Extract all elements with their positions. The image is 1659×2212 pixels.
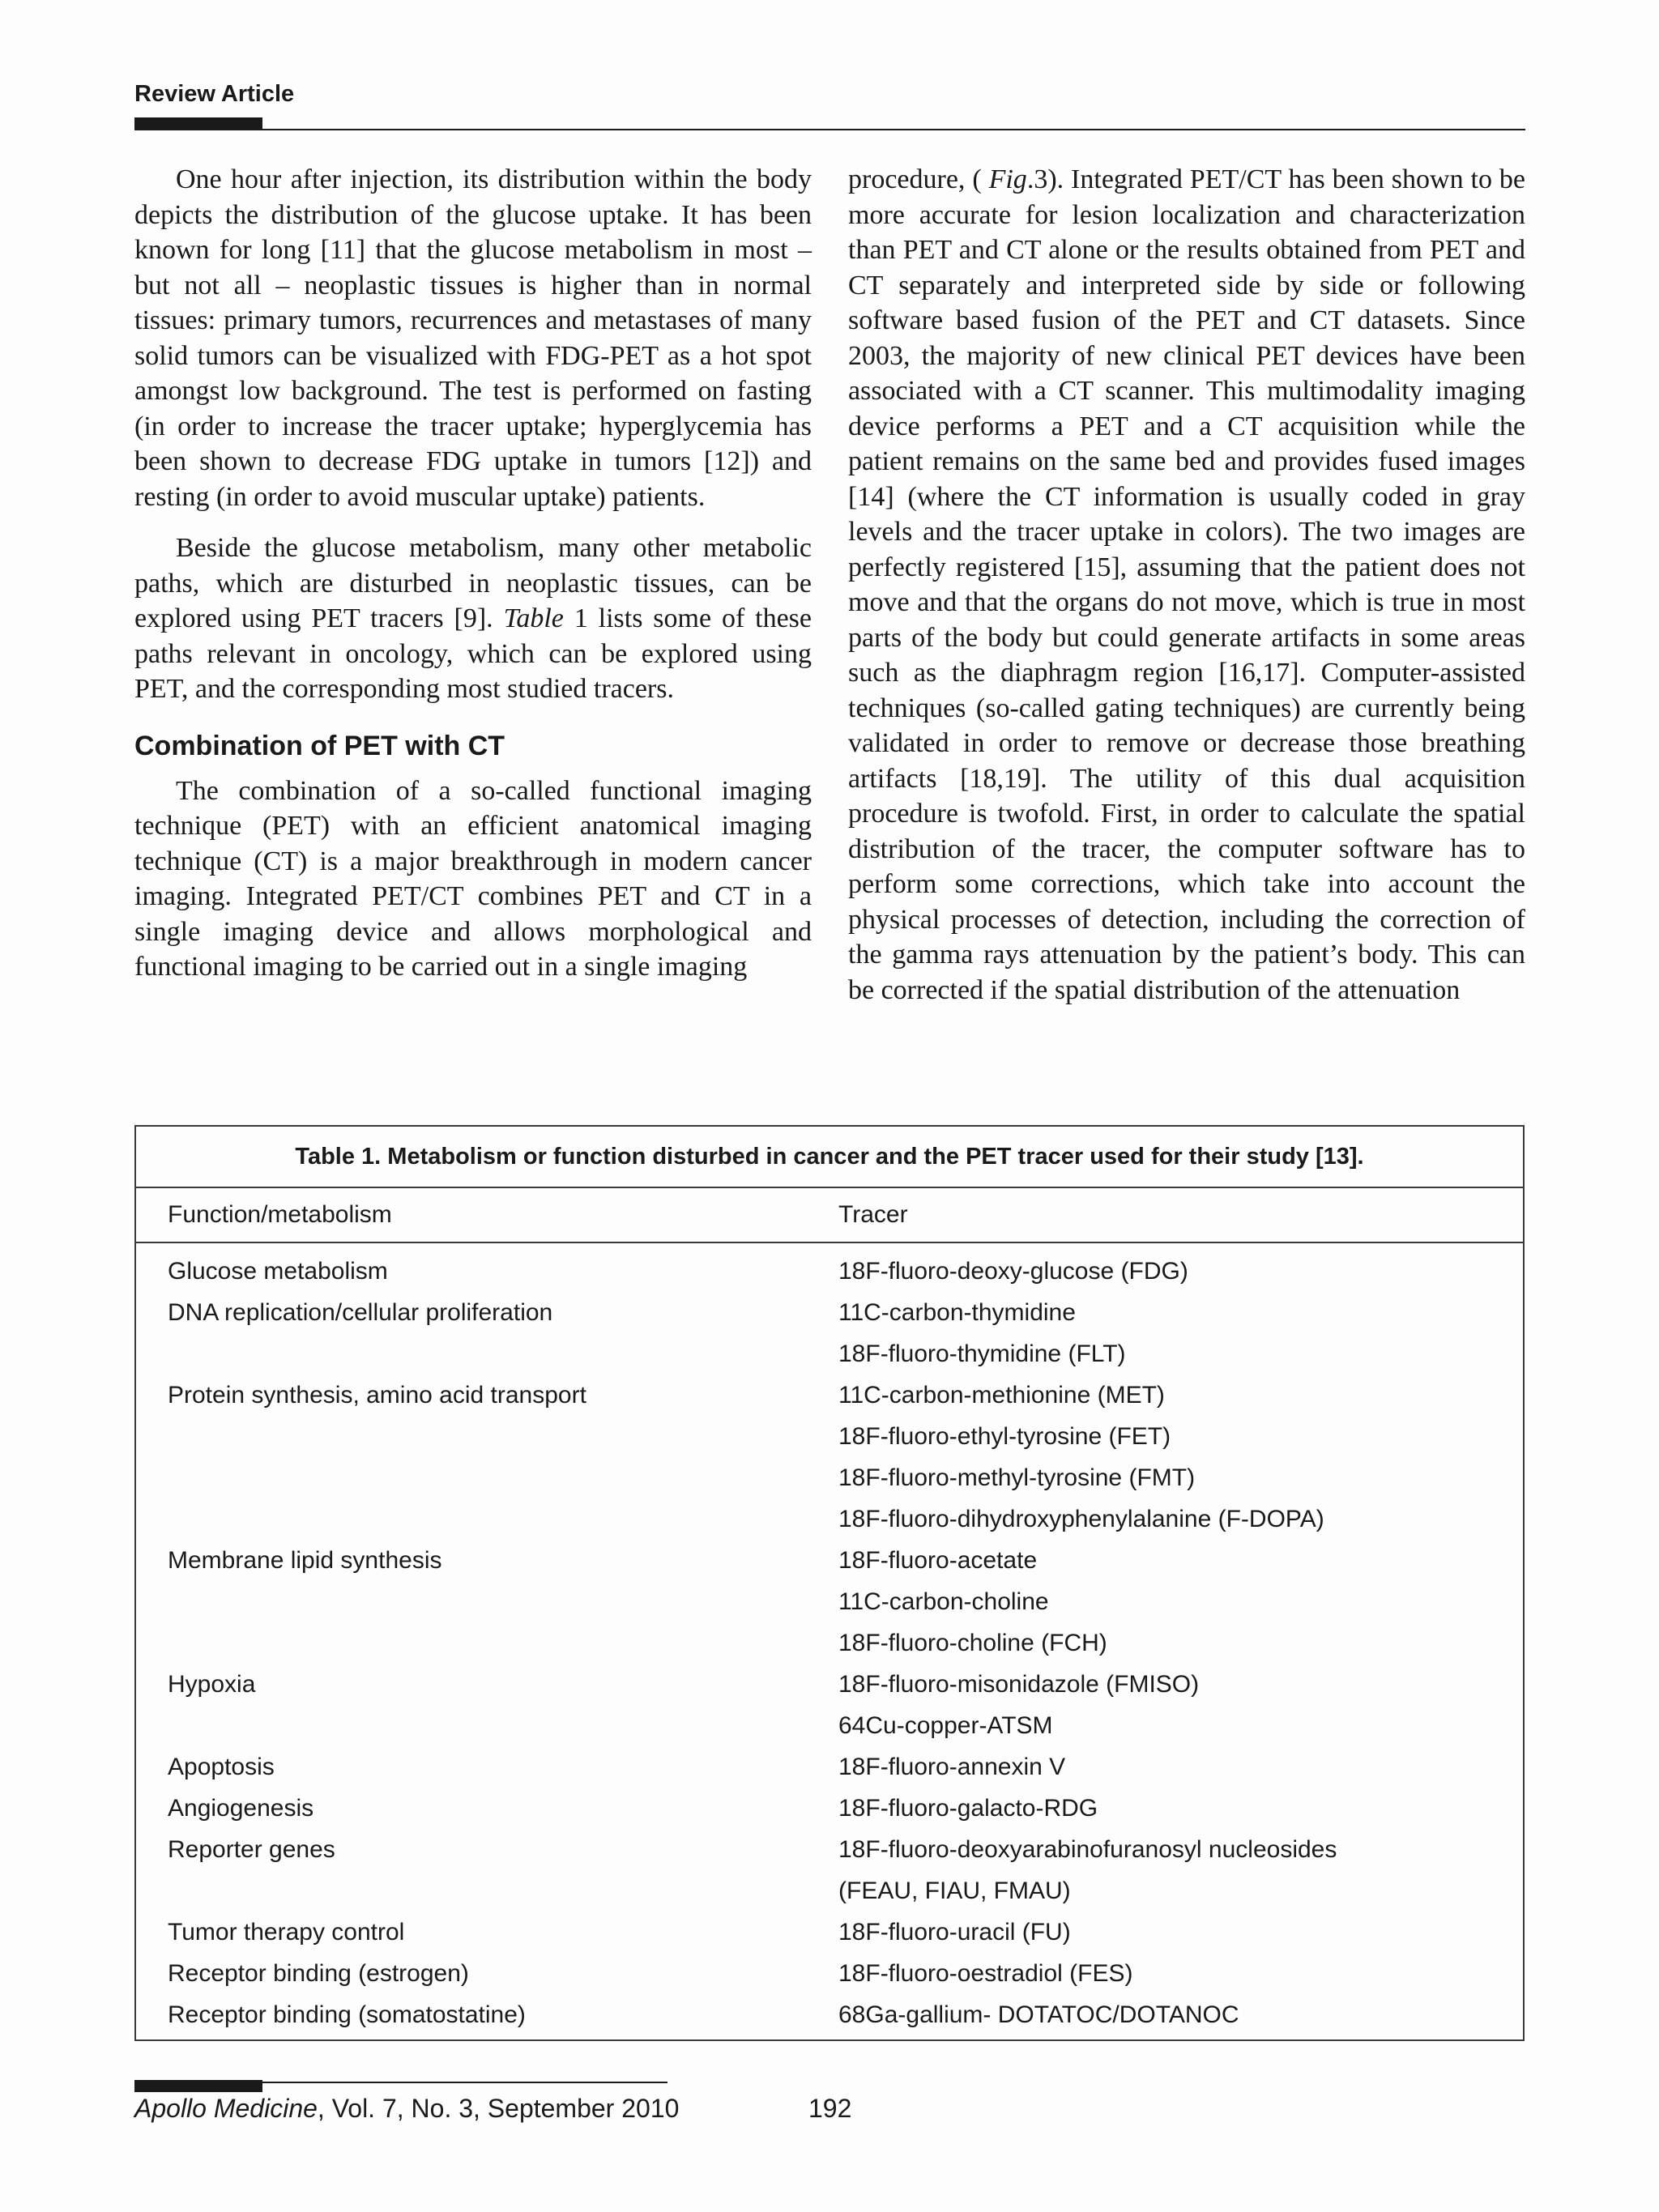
table-row <box>136 1622 1523 1664</box>
journal-name: Apollo Medicine <box>134 2094 318 2123</box>
left-paragraph-1: One hour after injection, its distribution within the body depicts the distribution of the glucose uptake. It has been known for long [11] that the glucose metabolism in most – but not all – neoplastic tissues is higher than in normal tissues: primary tumors, recurrences and metastases of many solid tumors can be visualized with FDG-PET as a hot spot amongst low background. The test is performed on fasting (in order to increase the tracer uptake; hyperglycemia has been shown to decrease FDG uptake in tumors [12]) and resting (in order to avoid muscular uptake) patients. <box>134 164 812 512</box>
table-row <box>136 1581 1523 1622</box>
table-caption: Table 1. Metabolism or function disturbed in cancer and the PET tracer used for their study [13]. <box>136 1127 1523 1188</box>
table-row <box>136 1540 1523 1581</box>
cell-function: Protein synthesis, amino acid transport <box>168 1382 586 1409</box>
cell-function: Receptor binding (somatostatine) <box>168 2001 526 2028</box>
cell-function: Angiogenesis <box>168 1795 314 1822</box>
cell-tracer: 18F-fluoro-choline (FCH) <box>838 1630 1107 1656</box>
cell-function: Tumor therapy control <box>168 1919 405 1946</box>
page-number: 192 <box>808 2094 852 2123</box>
table-row <box>136 1788 1523 1829</box>
column-header-tracer: Tracer <box>838 1201 908 1228</box>
table-row <box>136 1746 1523 1788</box>
cell-tracer: 11C-carbon-choline <box>838 1588 1049 1615</box>
journal-volume: , Vol. 7, No. 3, September 2010 <box>317 2094 680 2123</box>
table-row <box>136 1416 1523 1457</box>
right-column <box>848 162 1525 1008</box>
cell-function: DNA replication/cellular proliferation <box>168 1299 553 1326</box>
cell-tracer: 18F-fluoro-thymidine (FLT) <box>838 1340 1126 1367</box>
table-row <box>136 1498 1523 1540</box>
cell-tracer: 18F-fluoro-annexin V <box>838 1754 1066 1780</box>
cell-tracer: 18F-fluoro-dihydroxyphenylalanine (F-DOPA) <box>838 1506 1324 1532</box>
table-row <box>136 1870 1523 1912</box>
table-row <box>136 1953 1523 1994</box>
table-body <box>136 1243 1523 2035</box>
cell-function: Hypoxia <box>168 1671 256 1698</box>
cell-tracer: 18F-fluoro-ethyl-tyrosine (FET) <box>838 1423 1171 1450</box>
footer-citation <box>134 2094 679 2124</box>
section-label: Review Article <box>134 81 295 107</box>
column-header-function: Function/metabolism <box>168 1201 392 1228</box>
header-rule <box>134 129 1525 130</box>
left-paragraph-2: Beside the glucose metabolism, many other metabolic paths, which are disturbed in neoplastic tissues, can be explored using PET tracers [9]. Table 1 lists some of these paths relevant in oncology, which can be explored using PET, and the corresponding most studied tracers. <box>134 533 812 704</box>
table-row <box>136 1994 1523 2035</box>
cell-tracer: 11C-carbon-methionine (MET) <box>838 1382 1165 1409</box>
table-row <box>136 1292 1523 1333</box>
cell-tracer: 18F-fluoro-uracil (FU) <box>838 1919 1071 1946</box>
cell-tracer: 64Cu-copper-ATSM <box>838 1712 1053 1739</box>
cell-tracer: 18F-fluoro-misonidazole (FMISO) <box>838 1671 1200 1698</box>
left-column <box>134 162 812 985</box>
table-row <box>136 1375 1523 1416</box>
left-paragraph-3: The combination of a so-called functional imaging technique (PET) with an efficient anatomical imaging technique (CT) is a major breakthrough in modern cancer imaging. Integrated PET/CT combines PET and CT in a single imaging device and allows morphological and functional imaging to be carried out in a single imaging <box>134 775 812 982</box>
cell-function: Reporter genes <box>168 1836 335 1863</box>
right-paragraph-1: procedure, ( Fig.3). Integrated PET/CT has been shown to be more accurate for lesion localization and characterization than PET and CT alone or the results obtained from PET and CT separately and interpreted side by side or following software based fusion of the PET and CT datasets. Since 2003, the majority of new clinical PET devices have been associated with a CT scanner. This multimodality imaging device performs a PET and a CT acquisition while the patient remains on the same bed and provides fused images [14] (where the CT information is usually coded in gray levels and the tracer uptake in colors). The two images are perfectly registered [15], assuming that the patient does not move and that the organs do not move, which is true in most parts of the body but could generate artifacts in some areas such as the diaphragm region [16,17]. Computer-assisted techniques (so-called gating techniques) are currently being validated in order to remove or decrease those breathing artifacts [18,19]. The utility of this dual acquisition procedure is twofold. First, in order to calculate the spatial distribution of the tracer, the computer software has to perform some corrections, which take into account the physical processes of detection, including the correction of the gamma rays attenuation by the patient’s body. This can be corrected if the spatial distribution of the attenuation <box>848 164 1525 1005</box>
cell-tracer: 18F-fluoro-acetate <box>838 1547 1038 1574</box>
cell-function: Glucose metabolism <box>168 1258 388 1285</box>
cell-tracer: (FEAU, FIAU, FMAU) <box>838 1877 1071 1904</box>
table-row <box>136 1912 1523 1953</box>
table-row <box>136 1333 1523 1375</box>
cell-function: Membrane lipid synthesis <box>168 1547 442 1574</box>
cell-tracer: 18F-fluoro-methyl-tyrosine (FMT) <box>838 1464 1196 1491</box>
cell-tracer: 68Ga-gallium- DOTATOC/DOTANOC <box>838 2001 1239 2028</box>
cell-tracer: 11C-carbon-thymidine <box>838 1299 1076 1326</box>
cell-function: Receptor binding (estrogen) <box>168 1960 469 1987</box>
table-1 <box>134 1125 1525 2041</box>
cell-tracer: 18F-fluoro-deoxyarabinofuranosyl nucleosides <box>838 1836 1337 1863</box>
table-header-row <box>136 1188 1523 1243</box>
table-row <box>136 1705 1523 1746</box>
table-row <box>136 1664 1523 1705</box>
cell-function: Apoptosis <box>168 1754 275 1780</box>
cell-tracer: 18F-fluoro-oestradiol (FES) <box>838 1960 1133 1987</box>
cell-tracer: 18F-fluoro-galacto-RDG <box>838 1795 1098 1822</box>
table-row <box>136 1251 1523 1292</box>
table-row <box>136 1829 1523 1870</box>
footer-accent-bar <box>134 2080 262 2092</box>
section-heading: Combination of PET with CT <box>134 730 505 761</box>
cell-tracer: 18F-fluoro-deoxy-glucose (FDG) <box>838 1258 1188 1285</box>
table-row <box>136 1457 1523 1498</box>
